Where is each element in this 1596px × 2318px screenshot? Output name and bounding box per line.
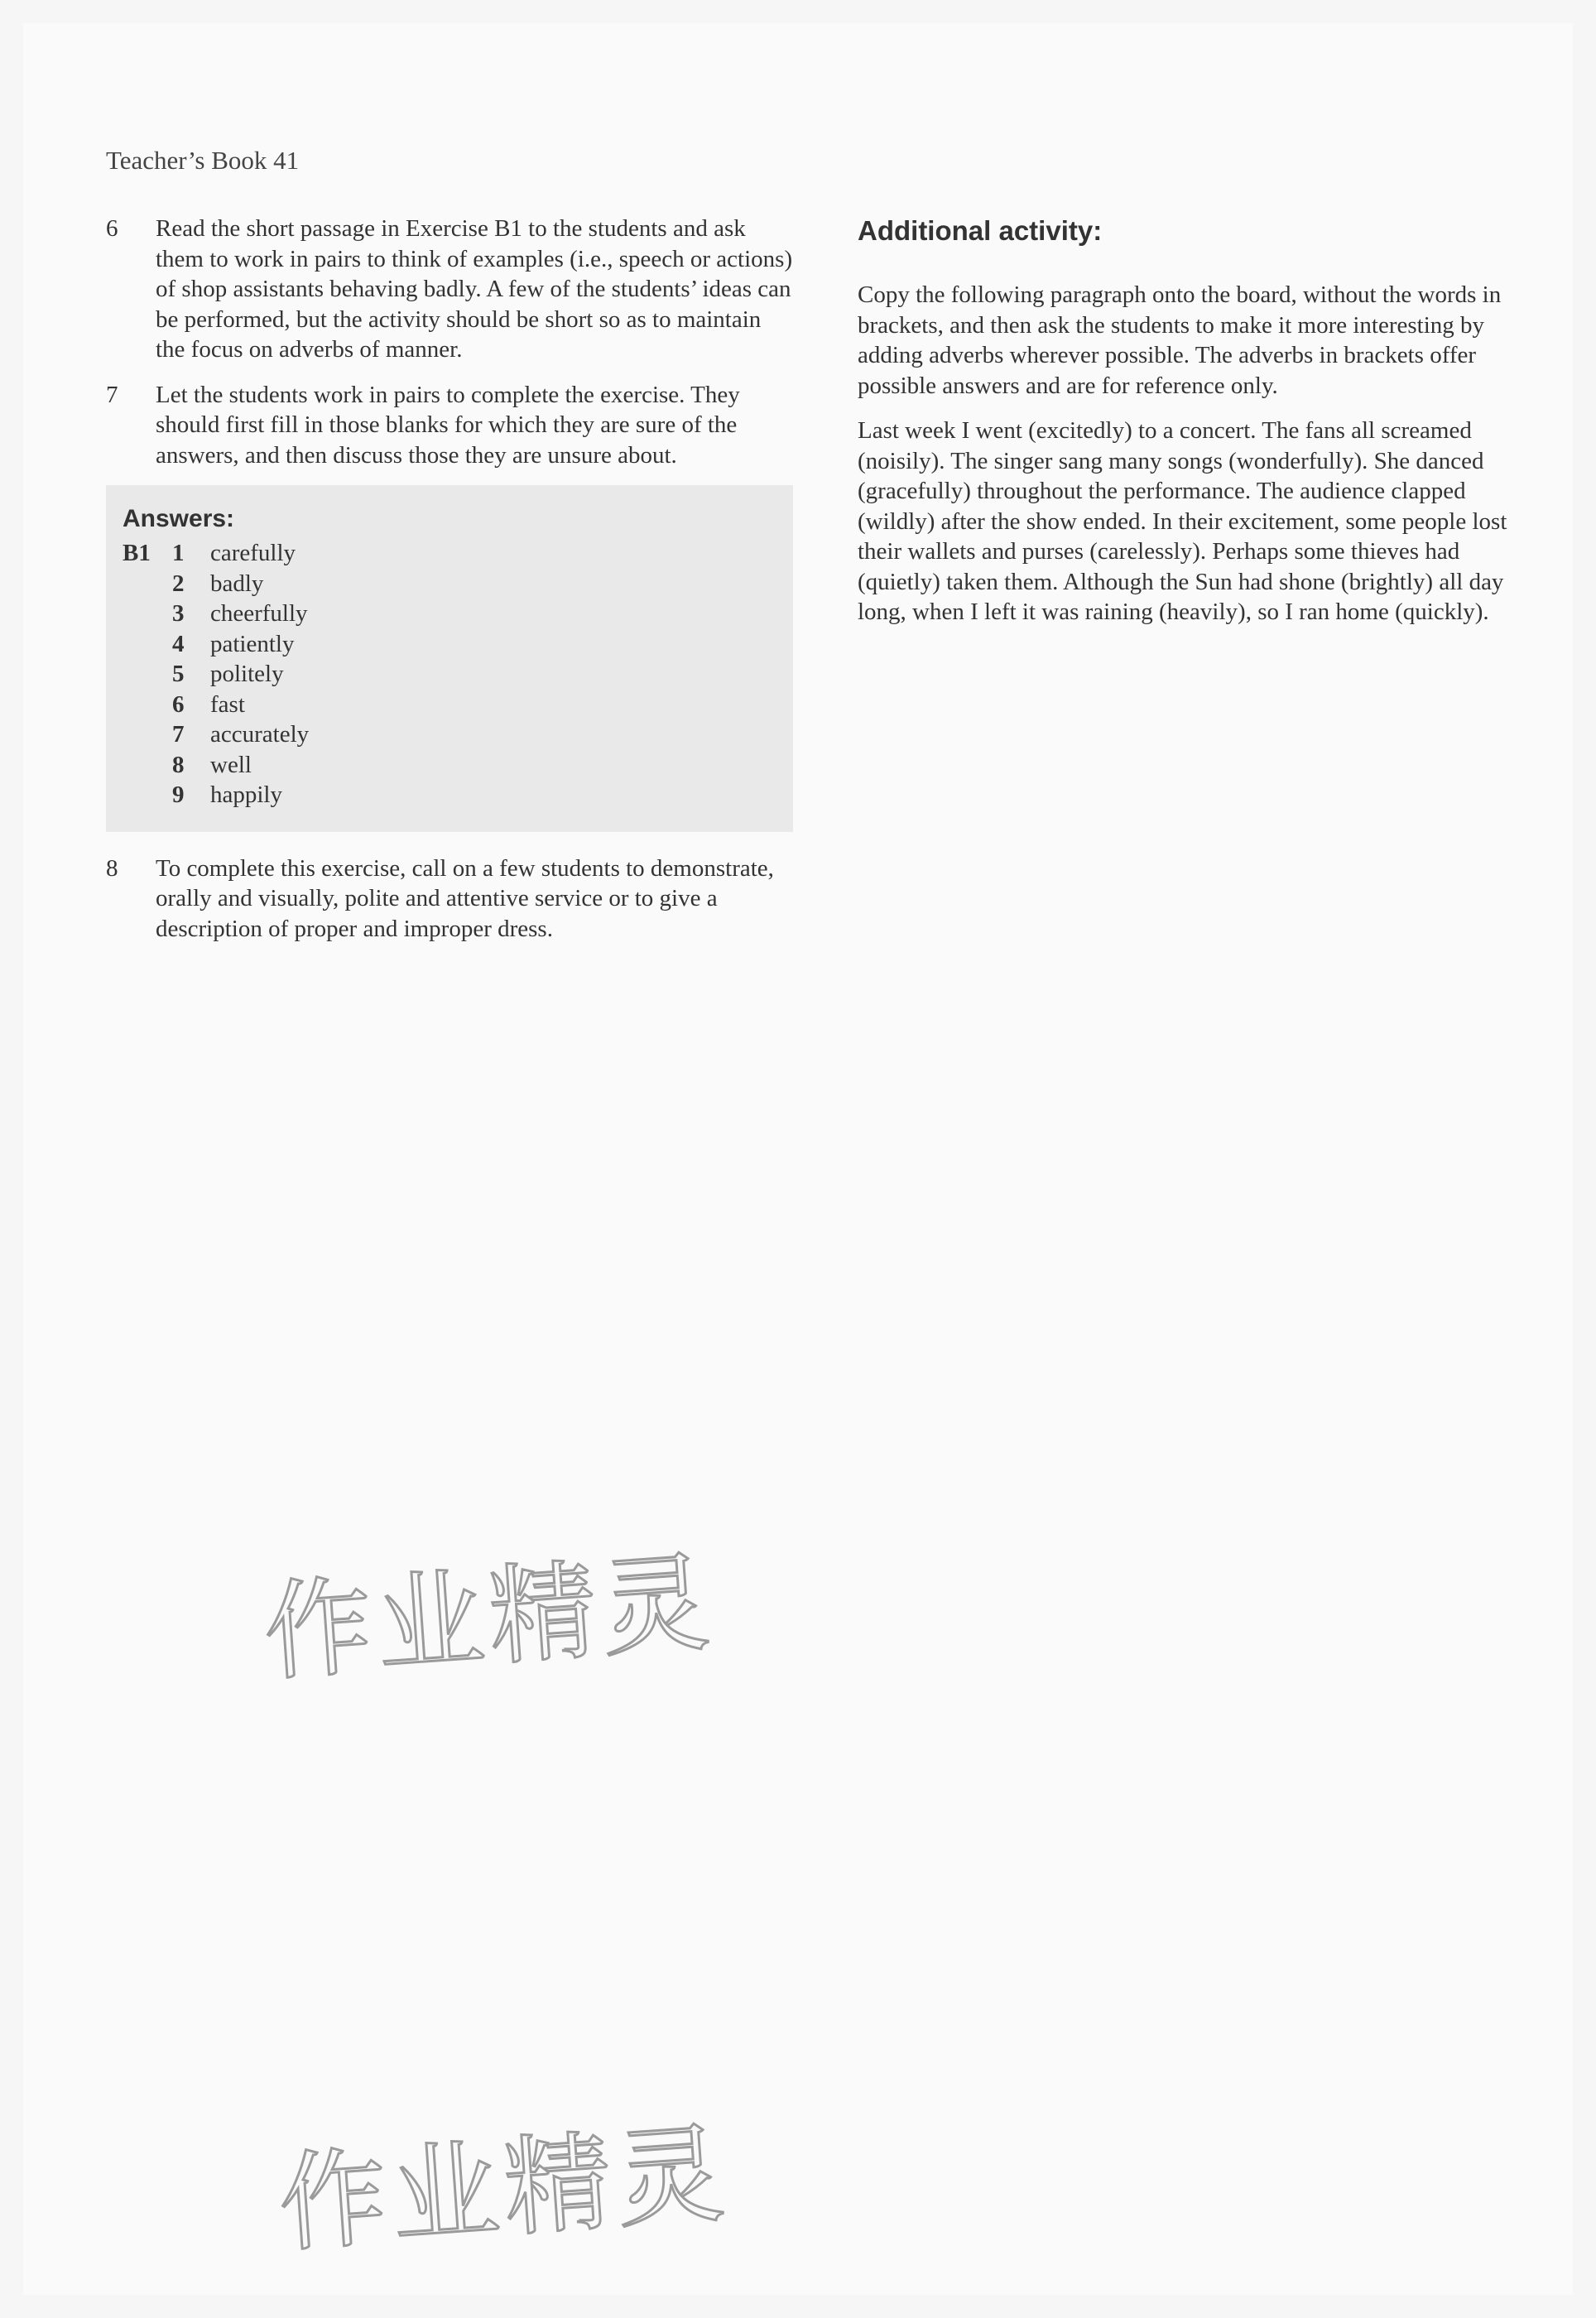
item-text: Read the short passage in Exercise B1 to the students and ask them to work in pairs to think of examples (i.e., speech or actions) of shop assistants behaving badly. A few of the students’ ideas can be performed, but the activity should be short so as to maintain the focus on adverbs of manner.	[156, 215, 793, 363]
answer-word: fast	[210, 690, 245, 718]
answer-row	[123, 750, 776, 781]
answer-row	[123, 780, 776, 810]
answer-row	[123, 719, 776, 750]
answer-number: 8	[172, 751, 185, 778]
answer-number: 2	[172, 570, 185, 597]
answer-word: badly	[210, 570, 264, 597]
answer-number: 3	[172, 600, 185, 627]
page-header: Teacher’s Book 41	[106, 146, 300, 175]
activity-paragraph: Last week I went (excitedly) to a concert. The fans all screamed (noisily). The singer sang many songs (wonderfully). She danced (gracefully) throughout the performance. The audience clapped (wildly) after the show ended. In their excitement, some people lost their wallets and purses (carelessly). Perhaps some thieves had (quietly) taken them. Although the Sun had shone (brightly) all day long, when I left it was raining (heavily), so I ran home (quickly).	[858, 417, 1507, 625]
instruction-item-8	[106, 854, 793, 945]
answer-number: 9	[172, 781, 185, 808]
watermark: 作业精灵	[275, 2110, 733, 2268]
answer-number: 6	[172, 690, 185, 718]
answer-row	[123, 538, 776, 569]
answer-word: carefully	[210, 540, 296, 566]
item-number: 6	[106, 215, 118, 242]
answer-number: 4	[172, 630, 185, 657]
left-column	[106, 214, 793, 959]
answer-row	[123, 569, 776, 599]
item-number: 8	[106, 854, 118, 882]
activity-instructions: Copy the following paragraph onto the board, without the words in brackets, and then ask the students to make it more interesting by adding adverbs wherever possible. The adverbs in brackets offer possible answers and are for reference only.	[858, 281, 1502, 399]
instruction-item-6	[106, 214, 793, 365]
item-text: To complete this exercise, call on a few students to demonstrate, orally and visually, polite and attentive service or to give a description of proper and improper dress.	[156, 854, 774, 942]
item-number: 7	[106, 381, 118, 408]
answer-word: happily	[210, 781, 282, 808]
answer-row	[123, 629, 776, 660]
answer-number: 7	[172, 721, 185, 748]
item-text: Let the students work in pairs to complete the exercise. They should first fill in those blanks for which they are sure of the answers, and then discuss those they are unsure about.	[156, 381, 740, 469]
watermark: 作业精灵	[260, 1539, 719, 1696]
answers-title: Answers:	[123, 505, 235, 532]
instruction-item-7	[106, 380, 793, 471]
answer-word: politely	[210, 661, 284, 687]
answer-row	[123, 599, 776, 629]
answer-word: accurately	[210, 721, 310, 748]
answer-word: cheerfully	[210, 600, 308, 627]
right-column	[858, 214, 1545, 642]
answer-number: 1	[172, 540, 185, 566]
answer-section-label: B1	[123, 540, 151, 566]
additional-activity-heading: Additional activity:	[858, 215, 1103, 246]
answer-word: patiently	[210, 630, 295, 657]
answer-row	[123, 659, 776, 690]
answer-row	[123, 690, 776, 720]
answers-box	[106, 485, 793, 832]
answer-number: 5	[172, 661, 185, 687]
answer-word: well	[210, 751, 252, 778]
